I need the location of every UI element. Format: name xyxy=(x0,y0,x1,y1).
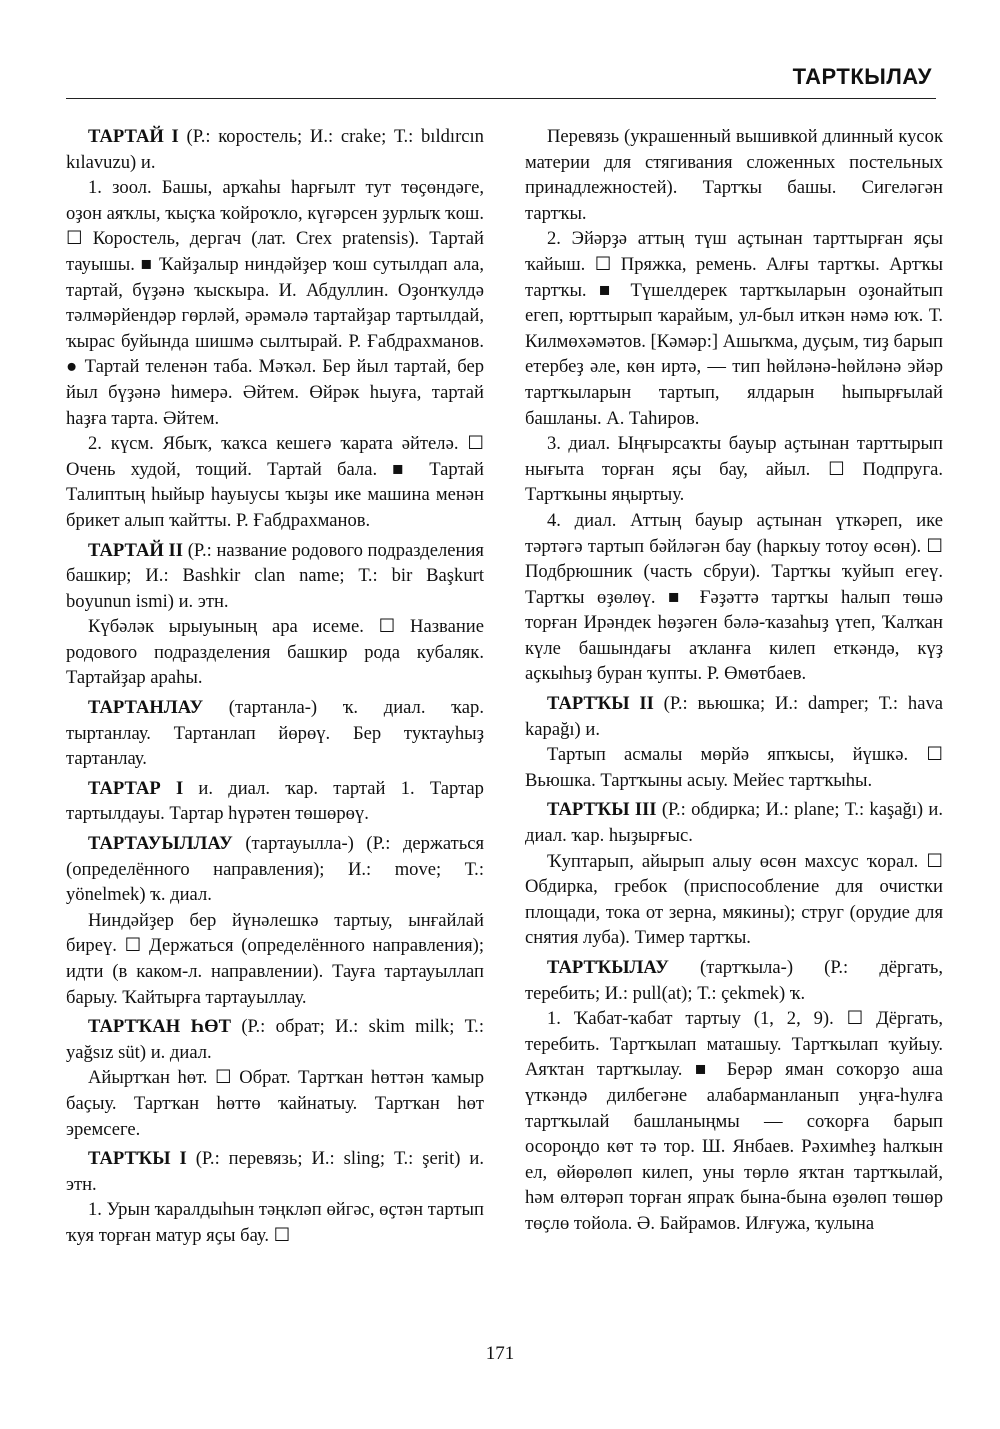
entry-paragraph: 1. Урын ҡаралдыһын тәңкләп өйгәс, өҫтән тартып ҡуя торған матур яҫы бау. ☐ xyxy=(66,1199,484,1246)
dictionary-entry xyxy=(525,797,943,951)
entry-head-paragraph: ТАРТҠЫ III (Р.: обдирка; И.: plane; Т.: kaşağı) и. диал. ҡар. һыҙырғыс. xyxy=(525,799,943,847)
entry-head-paragraph: ТАРТАР I и. диал. ҡар. тартай 1. Тартар тартылдауы. Тартар һүрәтен төшөрөү. xyxy=(66,777,484,825)
entry-paragraph: 2. күсм. Ябыҡ, ҡаҡса кешегә ҡарата әйтелә. ☐ Очень худой, тощий. Тартай бала. ■ Тартай Талиптың һыйыр һауыусы ҡыҙы ике машина менән брикет алып ҡайтты. Р. Ғабдрахманов. xyxy=(66,433,484,531)
entry-head-paragraph: ТАРТҠАН ҺӨТ (Р.: обрат; И.: skim milk; Т.: yağsız süt) и. диал. xyxy=(66,1016,484,1063)
entry-head-paragraph: ТАРТҠЫЛАУ (тартҡыла-) (Р.: дёргать, теребить; И.: pull(at); Т.: çekmek) ҡ. xyxy=(525,957,943,1004)
entry-paragraph: 2. Эйәрҙә аттың түш аҫтынан тарттырған яҫы ҡайыш. ☐ Пряжка, ремень. Алғы тартҡы. Артҡы тартҡы. ■ Түшелдерек тартҡыларын оҙонайтып егеп, юрттырып ҡарайым, ул-был иткән нәмә юҡ. Т. Килмөхәмәтов. [Кәмәр:] Ашыҡма, дуҫым, тиҙ барып етербеҙ әле, көн иртә, — тип һөйләнә-һөйләнә эйәр тартҡыларын тартып, ялдарын һыпырғылай башланы. А. Таһиров. xyxy=(525,228,943,429)
entry-paragraph: 1. Ҡабат-ҡабат тартыу (1, 2, 9). ☐ Дёргать, теребить. Тартҡылап маташыу. Тартҡылап ҡуйыу. Аяҡтан тартҡылау. ■ Берәр яман соҡорҙо аша үткәндә дилбегәне алабарманланып уңға-һулға тартҡылай башланыңмы — соҡорға барып осороңдо көт тә тор. Ш. Янбаев. Рәхимһеҙ һалҡын ел, өйөрөлөп килеп, уны төрлө яҡтан тартҡылай, һәм өлтөрәп торған япраҡ бына-бына өҙөлөп төшөр төҫлө тойола. Ә. Байрамов. Илғужа, ҡулына xyxy=(525,1008,943,1234)
headword: ТАРТҠЫЛАУ xyxy=(547,957,669,978)
page-header xyxy=(66,62,936,99)
dictionary-entry xyxy=(66,776,484,827)
headword: ТАРТҠАН ҺӨТ xyxy=(88,1016,232,1038)
dictionary-entry xyxy=(66,1014,484,1142)
headword: ТАРТАЙ II xyxy=(88,539,184,561)
entry-paragraph: Күбәләк ырыуының ара исеме. ☐ Название родового подразделения башкир рода кубаляк. Тартайҙар араһы. xyxy=(66,616,484,689)
dictionary-entry xyxy=(66,538,484,692)
headword: ТАРТАУЫЛЛАУ xyxy=(88,833,233,855)
headword: ТАРТАР I xyxy=(88,777,184,799)
entry-head-paragraph: ТАРТАЙ I (Р.: коростель; И.: crake; Т.: bıldırcın kılavuzu) и. xyxy=(66,126,484,173)
entry-paragraph: Перевязь (украшенный вышивкой длинный кусок материи для стягивания сложенных постельных принадлежностей). Тартҡы башы. Сигеләгән тартҡы. xyxy=(525,126,943,224)
running-head: ТАРТКЫЛАУ xyxy=(792,64,932,89)
entry-head-paragraph: ТАРТАЙ II (Р.: название родового подразделения башкир; И.: Bashkir clan name; Т.: bir Başkurt boyunun ismi) и. этн. xyxy=(66,539,484,612)
headword: ТАРТАЙ I xyxy=(88,126,179,147)
dictionary-entry xyxy=(66,695,484,772)
entry-paragraph: Тартып асмалы мөрйә япҡысы, йүшкә. ☐ Вьюшка. Тартҡыны асыу. Мейес тартҡыһы. xyxy=(525,744,943,791)
headword: ТАРТҠЫ I xyxy=(88,1148,187,1170)
left-column xyxy=(66,124,484,1253)
entry-paragraph: 1. зоол. Башы, арҡаһы һарғылт тут төҫөндәге, оҙон аяҡлы, ҡыҫҡа ҡойроҡло, күгәрсен ҙурлыҡ ҡош. ☐ Коростель, дергач (лат. Crex pratensis). Тартай тауышы. ■ Ҡайҙалыр ниндәйҙер ҡош сутылдап ала, тартай, бүҙәнә ҡыскыра. И. Абдуллин. Оҙонҡулдә тәлмәрйендәр гөрләй, әрәмәлә тартайҙар тартылдай, ҡырас буйында шишмә сылтырай. Р. Ғабдрахманов. ● Тартай теленән таба. Мәҡәл. Бер йыл тартай, бер йыл бүҙәнә һимерә. Әйтем. Өйрәк һыуға, тартай һаҙға тарта. Әйтем. xyxy=(66,177,484,429)
dictionary-entry xyxy=(66,831,484,1010)
dictionary-entry xyxy=(525,691,943,793)
headword: ТАРТАНЛАУ xyxy=(88,697,204,719)
dictionary-entry xyxy=(66,1146,484,1248)
right-column xyxy=(525,124,943,1241)
entry-paragraph: Ҡуптарып, айырып алыу өсөн махсус ҡорал. ☐ Обдирка, гребок (приспособление для очистки площади, тока от зерна, мякины); струг (орудие для снятия луба). Тимер тартҡы. xyxy=(525,850,943,949)
entry-head-paragraph: ТАРТАНЛАУ (тартанла-) ҡ. диал. ҡар. тыртанлау. Тартанлап йөрөү. Бер туктауһыҙ тартанлау. xyxy=(66,697,484,770)
entry-head-paragraph: ТАРТҠЫ I (Р.: перевязь; И.: sling; Т.: şerit) и. этн. xyxy=(66,1148,484,1195)
entry-paragraph: Айыртҡан һөт. ☐ Обрат. Тартҡан һөттән ҡамыр баҫыу. Тартҡан һөттө ҡайнатыу. Тартҡан һөт эремсеге. xyxy=(66,1067,484,1140)
dictionary-entry xyxy=(525,124,943,687)
headword: ТАРТҠЫ III xyxy=(547,799,657,821)
entry-paragraph: Ниндәйҙер бер йүнәлешкә тартыу, ынғайлай биреү. ☐ Держаться (определённого направления); идти (в каком-л. направлении). Тауға тартауыллап барыу. Ҡайтырға тартауыллау. xyxy=(66,909,484,1008)
dictionary-entry xyxy=(66,124,484,534)
entry-head-paragraph: ТАРТҠЫ II (Р.: вьюшка; И.: damper; Т.: hava kapağı) и. xyxy=(525,693,944,740)
headword: ТАРТҠЫ II xyxy=(547,693,654,715)
entry-head-paragraph: ТАРТАУЫЛЛАУ (тартауылла-) (Р.: держаться (определённого направления); И.: move; Т.: yönelmek) ҡ. диал. xyxy=(66,833,484,906)
entry-paragraph: 3. диал. Ыңғырсаҡты бауыр аҫтынан тарттырып нығыта торған яҫы бау, айыл. ☐ Подпруга. Тартҡыны яңыртыу. xyxy=(525,433,943,506)
page-number: 171 xyxy=(485,1343,515,1364)
entry-paragraph: 4. диал. Аттың бауыр аҫтынан үткәреп, ике тәртәгә тартып бәйләгән бау (һаркыу тотоу өсөн). ☐ Подбрюшник (часть сбруи). Тартҡы ҡуйып егеү. Тартҡы өҙөлөү. ■ Ғәҙәттә тартҡы һалып төшә торған Ирәндек һөҙәген бәлә-ҡазаһыҙ үтеп, Ҡалҡан күле башындағы аҡланға килеп еткәндә, күҙ аҫкыһыҙ буран ҡупты. Р. Өмөтбаев. xyxy=(525,509,943,685)
dictionary-entry xyxy=(525,955,943,1237)
